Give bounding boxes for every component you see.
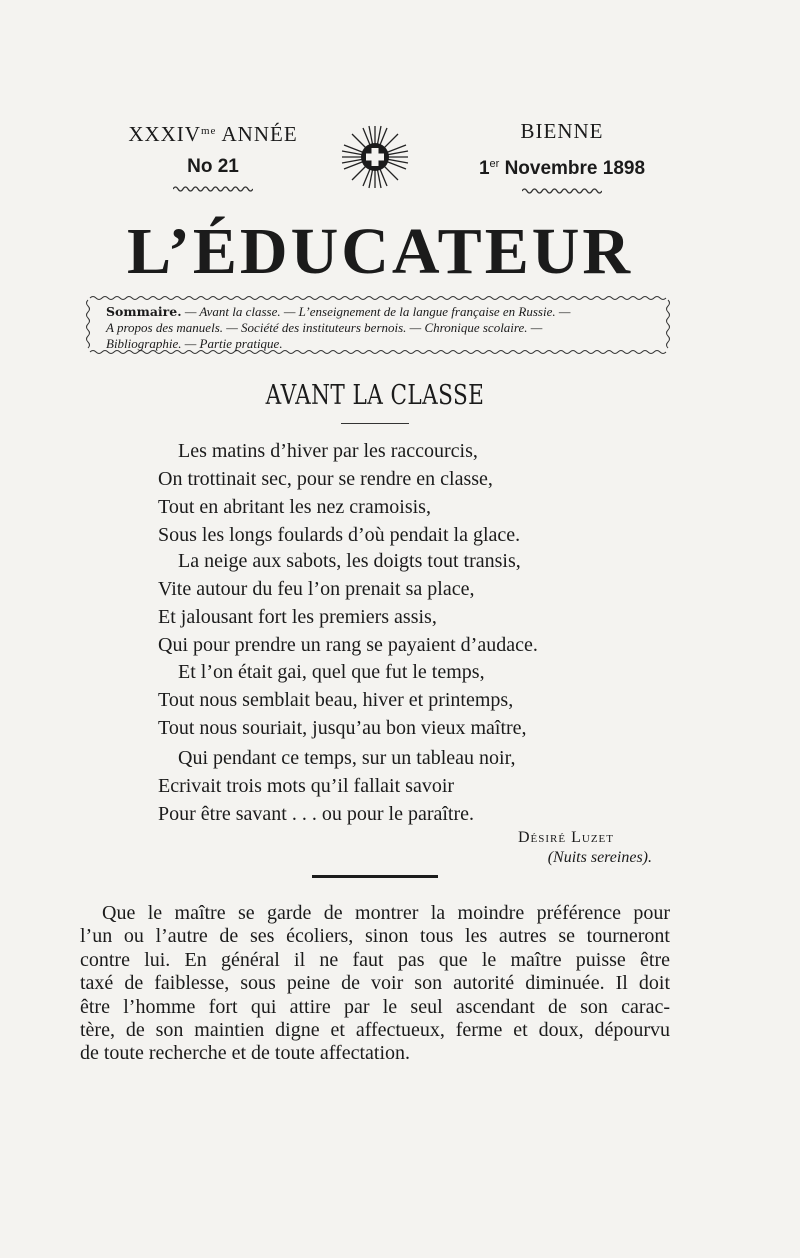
poem-verse: Sous les longs foulards d’où pendait la glace.	[158, 524, 521, 546]
poem-verse: Vite autour du feu l’on prenait sa place,	[158, 578, 475, 600]
date-superscript: er	[489, 158, 500, 170]
summary-text	[106, 304, 662, 352]
journal-title: L’ÉDUCATEUR	[126, 215, 634, 288]
year-suffix: ANNÉE	[221, 122, 298, 146]
year-superscript: me	[200, 125, 217, 137]
poem-stanza-1	[158, 437, 618, 549]
issue-number: No 21	[187, 156, 239, 177]
masthead-year	[108, 118, 318, 147]
poem-verse: On trottinait sec, pour se rendre en classe,	[158, 468, 493, 490]
poem-stanza-3	[158, 658, 618, 742]
prose-line: contre lui. En général il ne faut pas que le maître puisse être	[80, 948, 670, 971]
poem-verse: Et l’on était gai, quel que fut le temps,	[178, 661, 485, 683]
poem-stanza-2	[158, 547, 618, 659]
poem-stanza-4	[158, 744, 618, 828]
prose-line: Que le maître se garde de montrer la moindre préférence pour	[102, 902, 670, 924]
summary-box	[84, 294, 674, 356]
poem-verse: La neige aux sabots, les doigts tout transis,	[178, 550, 521, 572]
poem-title: AVANT LA CLASSE	[265, 380, 485, 411]
prose-line: l’un ou l’autre de ses écoliers, sinon tous les autres se tourneront	[80, 925, 670, 948]
masthead-year-block	[108, 118, 318, 193]
summary-line-2: A propos des manuels. — Société des instituteurs bernois. — Chronique scolaire. —	[106, 320, 543, 335]
summary-line-1	[106, 304, 662, 320]
date-day: 1	[478, 158, 490, 179]
prose-line: tère, de son maintien digne et affectueux, ferme et doux, dépourvu	[80, 1019, 670, 1042]
poem-verse: Ecrivait trois mots qu’il fallait savoir	[158, 775, 455, 797]
poem-verse: Pour être savant . . . ou pour le paraître.	[158, 803, 475, 825]
year-roman: XXXIV	[128, 122, 201, 146]
prose-line: de toute recherche et de toute affectation.	[80, 1042, 411, 1065]
poem-verse: Qui pendant ce temps, sur un tableau noir,	[178, 747, 516, 769]
poem-author: Désiré Luzet	[518, 829, 614, 846]
date-month-year: Novembre 1898	[504, 158, 646, 179]
masthead-city: BIENNE	[520, 119, 604, 143]
poem-verse: Et jalousant fort les premiers assis,	[158, 606, 437, 628]
poem-verse: Qui pour prendre un rang se payaient d’audace.	[158, 634, 538, 656]
summary-text-1: — Avant la classe. — L’enseignement de la langue française en Russie. —	[184, 304, 571, 319]
poem-verse: Tout nous souriait, jusqu’au bon vieux maître,	[158, 717, 527, 739]
prose-line: taxé de faiblesse, sous peine de voir son autorité diminuée. Il doit	[80, 972, 670, 995]
masthead-right-ornament	[522, 187, 602, 195]
section-divider	[312, 875, 438, 878]
issue-date	[452, 150, 672, 183]
summary-line-3: Bibliographie. — Partie pratique.	[106, 336, 283, 351]
prose-paragraph	[80, 902, 670, 1066]
summary-label: Sommaire.	[106, 304, 182, 319]
poem-verse: Tout en abritant les nez cramoisis,	[158, 496, 431, 518]
masthead-left-ornament	[173, 185, 253, 193]
poem-source: (Nuits sereines).	[547, 849, 652, 866]
poem-title-rule	[341, 423, 409, 424]
prose-line: être l’homme fort qui attire par le seul ascendant de son carac-	[80, 995, 670, 1018]
poem-verse: Les matins d’hiver par les raccourcis,	[178, 440, 478, 462]
swiss-cross-sunburst-icon	[338, 124, 412, 190]
masthead-date-block	[452, 118, 672, 195]
poem-verse: Tout nous semblait beau, hiver et printemps,	[158, 689, 514, 711]
